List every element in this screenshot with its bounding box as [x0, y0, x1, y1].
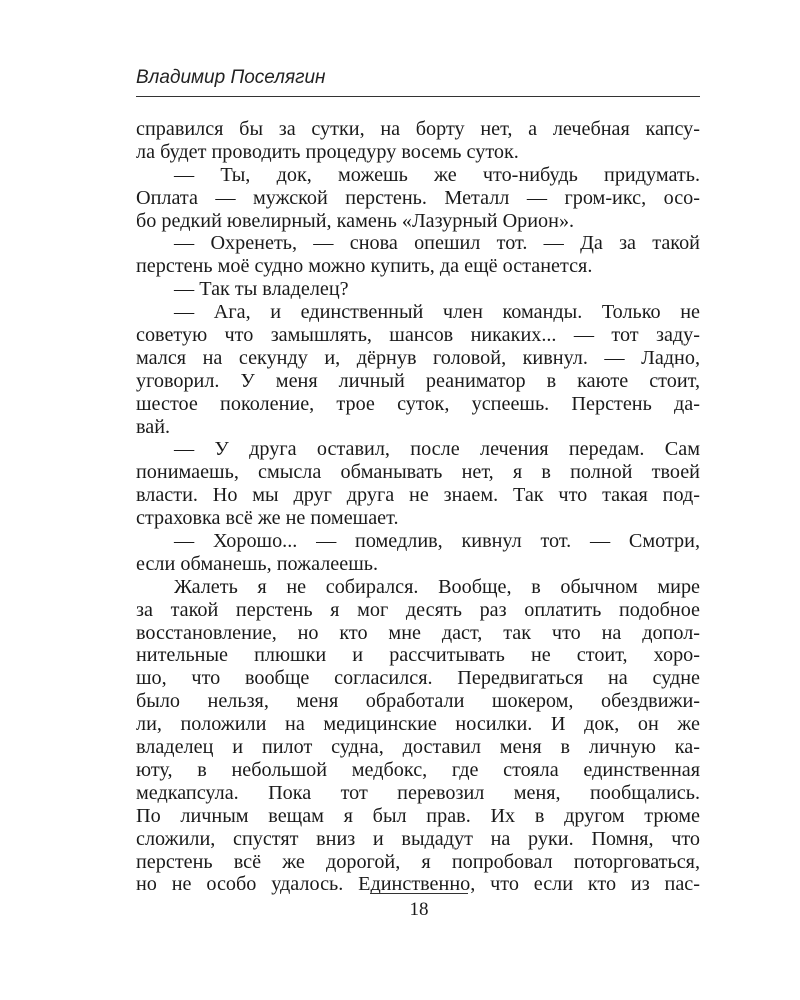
text-line: перстень всё же дорогой, я попробовал поторговаться,	[136, 850, 700, 873]
text-line: медкапсула. Пока тот перевозил меня, пообщались.	[136, 781, 700, 804]
text-line: власти. Но мы друг друга не знаем. Так что такая под-	[136, 484, 700, 507]
text-line: перстень моё судно можно купить, да ещё останется.	[136, 255, 593, 278]
text-line: справился бы за сутки, на борту нет, а лечебная капсу-	[136, 118, 700, 140]
text-line: — Так ты владелец?	[174, 278, 349, 301]
text-line: советую что замышлять, шансов никаких... — тот заду-	[136, 324, 700, 347]
text-line: уговорил. У меня личный реаниматор в каюте стоит,	[136, 369, 700, 392]
text-line: понимаешь, смысла обманывать нет, я в полной твоей	[136, 461, 700, 484]
text-line: По личным вещам я был прав. Их в другом трюме	[136, 804, 700, 827]
text-line: Жалеть я не собирался. Вообще, в обычном мире	[174, 575, 700, 598]
running-title: Владимир Поселягин	[136, 67, 326, 88]
header-rule	[136, 96, 700, 97]
text-line: нительные плюшки и рассчитывать не стоит, хоро-	[136, 644, 700, 667]
text-line: Оплата — мужской перстень. Металл — гром-икс, осо-	[136, 186, 700, 209]
text-line: мался на секунду и, дёрнув головой, кивнул. — Ладно,	[136, 346, 700, 369]
text-line: юту, в небольшой медбокс, где стояла единственная	[136, 758, 700, 781]
text-line: ли, положили на медицинские носилки. И док, он же	[136, 713, 700, 736]
text-line: страховка всё же не помешает.	[136, 507, 399, 530]
text-line: но не особо удалось. Единственно, что если кто из пас-	[136, 873, 700, 896]
footer-rule	[370, 893, 468, 894]
text-line: за такой перстень я мог десять раз оплатить подобное	[136, 598, 700, 621]
text-line: — Хорошо... — помедлив, кивнул тот. — Смотри,	[174, 530, 700, 553]
text-line: если обманешь, пожалеешь.	[136, 552, 378, 575]
text-line: шо, что вообще согласился. Передвигаться на судне	[136, 667, 700, 690]
page-number: 18	[409, 899, 429, 920]
text-line: — Ты, док, можешь же что-нибудь придумать.	[174, 163, 700, 186]
text-line: сложили, спустят вниз и выдадут на руки. Помня, что	[136, 827, 700, 850]
page-footer	[370, 893, 468, 923]
page-header	[136, 66, 700, 97]
text-line: шестое поколение, трое суток, успеешь. Перстень да-	[136, 392, 700, 415]
text-line: владелец и пилот судна, доставил меня в личную ка-	[136, 736, 700, 759]
text-line: — У друга оставил, после лечения передам. Сам	[174, 438, 700, 461]
body-text	[136, 118, 700, 896]
text-line: вай.	[136, 415, 171, 438]
text-line: ла будет проводить процедуру восемь суток.	[136, 140, 519, 163]
text-line: восстановление, но кто мне даст, так что на допол-	[136, 621, 700, 644]
text-line: — Ага, и единственный член команды. Только не	[174, 301, 700, 324]
text-line: бо редкий ювелирный, камень «Лазурный Орион».	[136, 209, 575, 232]
text-line: — Охренеть, — снова опешил тот. — Да за такой	[174, 232, 700, 255]
text-line: было нельзя, меня обработали шокером, обездвижи-	[136, 690, 700, 713]
